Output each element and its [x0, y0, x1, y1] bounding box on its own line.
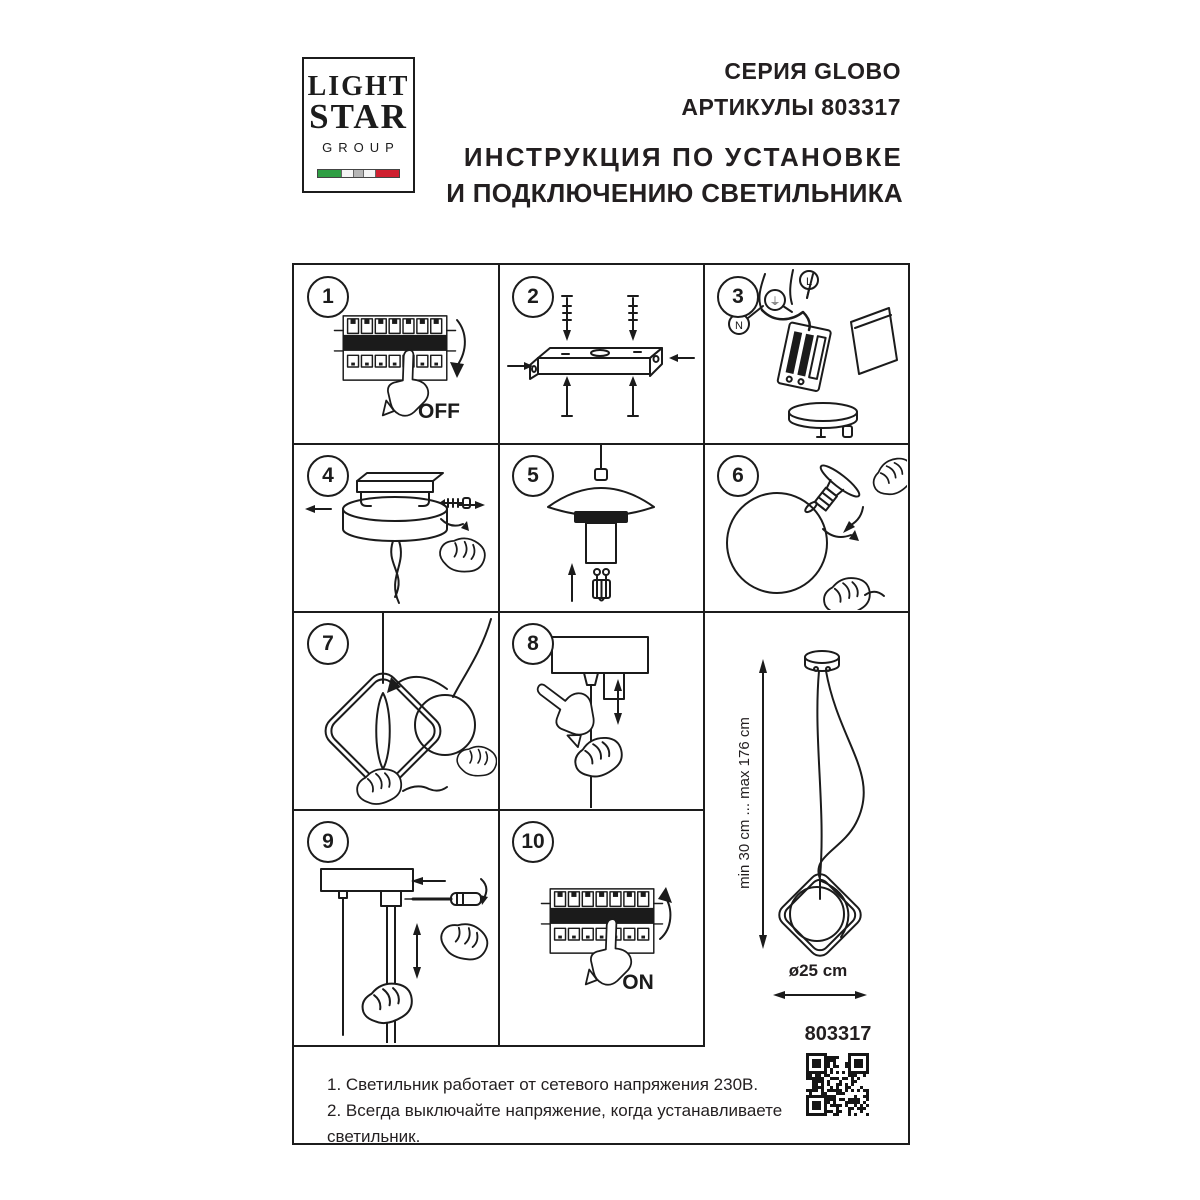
note-line: 2. Всегда выключайте напряжение, когда устанавливаете светильник.	[327, 1101, 783, 1146]
step-badge	[307, 623, 349, 665]
height-dimension-label: min 30 cm ... max 176 cm	[736, 717, 753, 889]
grid-hline-4	[294, 1045, 703, 1047]
step-badge	[512, 455, 554, 497]
step-number: 2	[527, 285, 539, 308]
article-title: АРТИКУЛЫ 803317	[681, 94, 901, 120]
step-badge	[307, 821, 349, 863]
step-badge	[307, 455, 349, 497]
step-number: 8	[527, 632, 539, 655]
logo-flag-bar	[317, 169, 400, 178]
step-number: 5	[527, 464, 539, 487]
terminal-label-earth: ⏚	[769, 296, 781, 308]
step-number: 1	[322, 285, 334, 308]
step-badge	[717, 276, 759, 318]
terminal-label-n: N	[735, 320, 743, 332]
step-cell-7	[295, 613, 497, 808]
logo-word-group: GROUP	[322, 140, 400, 155]
step-cell-4	[295, 445, 497, 610]
header-instruction-title	[446, 139, 903, 211]
step-badge	[512, 276, 554, 318]
step-number: 3	[732, 285, 744, 308]
series-title: СЕРИЯ GLOBO	[724, 58, 901, 84]
step-number: 6	[732, 464, 744, 487]
instruction-title-line1: ИНСТРУКЦИЯ ПО УСТАНОВКЕ	[463, 142, 903, 172]
step-badge	[512, 623, 554, 665]
step-cell-9	[295, 811, 497, 1043]
step-cell-5	[500, 445, 702, 610]
flag-segment-red	[376, 170, 399, 177]
lightstar-logo	[302, 57, 415, 193]
step-badge	[512, 821, 554, 863]
flag-segment-green	[318, 170, 342, 177]
flag-segment-white	[342, 170, 354, 177]
logo-word-light: LIGHT	[307, 71, 410, 102]
on-label: ON	[622, 971, 654, 994]
step-number: 4	[322, 464, 334, 487]
step-badge	[717, 455, 759, 497]
note-line: 1. Светильник работает от сетевого напряжения 230В.	[327, 1075, 759, 1094]
instruction-title-line2: И ПОДКЛЮЧЕНИЮ СВЕТИЛЬНИКА	[446, 178, 903, 208]
logo-word-star: STAR	[309, 97, 408, 136]
step-badge	[307, 276, 349, 318]
diameter-dimension-label: ø25 cm	[788, 961, 848, 980]
step-cell-2	[500, 266, 702, 442]
step-cell-8	[500, 613, 702, 808]
flag-segment-silver	[354, 170, 364, 177]
step-cell-6	[705, 445, 907, 610]
step-cell-1	[295, 266, 497, 442]
article-number: 803317	[804, 1023, 872, 1045]
terminal-label-l: L	[805, 276, 813, 288]
flag-segment-white	[364, 170, 376, 177]
header-series-block	[681, 53, 901, 125]
step-number: 10	[521, 830, 545, 853]
step-cell-10	[500, 811, 702, 1043]
off-label: OFF	[418, 400, 460, 423]
qr-code	[806, 1053, 869, 1116]
step-number: 7	[322, 632, 334, 655]
notes	[327, 1072, 797, 1150]
step-number: 9	[322, 830, 334, 853]
step-cell-3	[705, 266, 907, 442]
